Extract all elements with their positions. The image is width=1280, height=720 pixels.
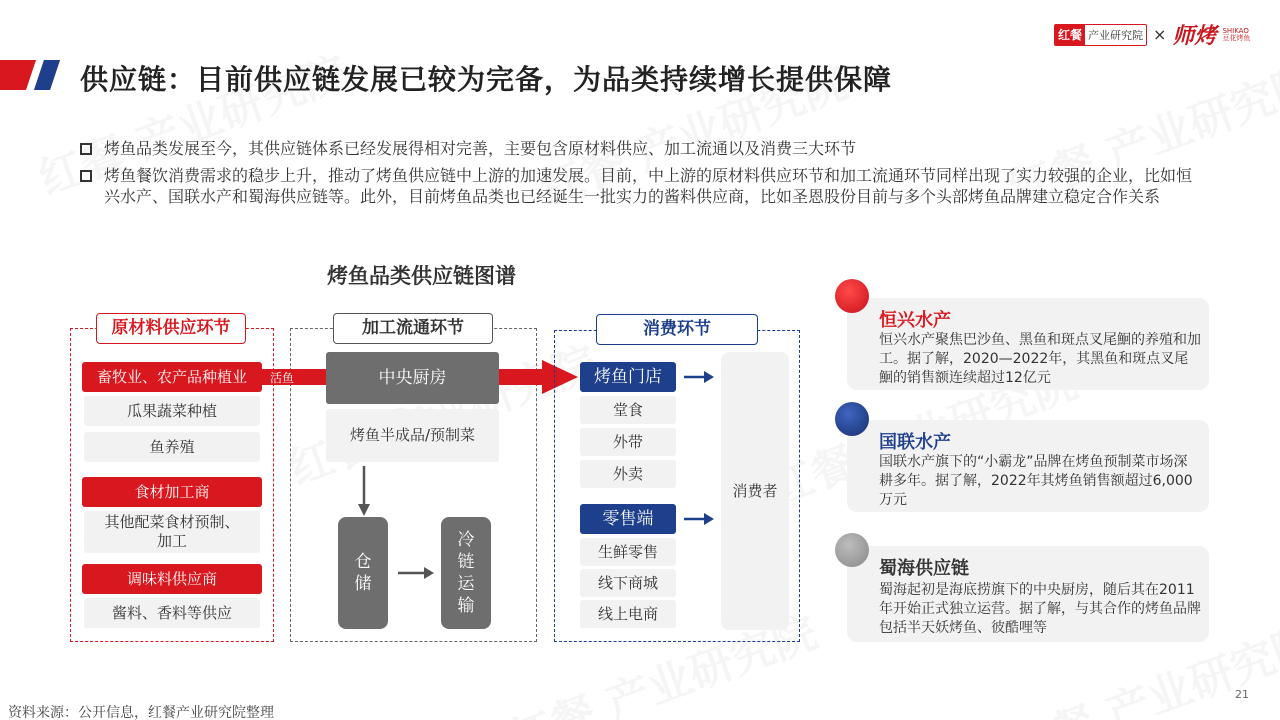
- red-dot-icon: [835, 279, 869, 313]
- shikao-en: SHIKAO: [1222, 26, 1249, 35]
- page-title: 供应链：目前供应链发展已较为完备，为品类持续增长提供保障: [80, 63, 893, 96]
- processor-desc-box: [84, 511, 260, 553]
- delivery-box: 外卖: [580, 460, 676, 488]
- square-bullet-icon: [80, 143, 92, 155]
- company-card-hengxing: [847, 298, 1209, 390]
- online-ecommerce-box: 线上电商: [580, 600, 676, 628]
- dine-in-box: 堂食: [580, 396, 676, 424]
- logo-area: [1054, 19, 1250, 50]
- semi-product-box: 烤鱼半成品/预制菜: [326, 409, 499, 462]
- company-desc: 蜀海起初是海底捞旗下的中央厨房，随后其在2011年开始正式独立运营。据了解，与其合作的烤鱼品牌包括半天妖烤鱼、彼酷哩等: [879, 582, 1201, 636]
- live-fish-label: 活鱼: [270, 371, 295, 385]
- shikao-logo-sub: [1222, 28, 1250, 42]
- company-desc: 恒兴水产聚焦巴沙鱼、黑鱼和斑点叉尾鮰的养殖和加工。据了解，2020—2022年，其黑鱼和斑点叉尾鮰的销售额连续超过12亿元: [879, 332, 1201, 386]
- veg-box: 瓜果蔬菜种植: [84, 396, 260, 426]
- takeout-box: 外带: [580, 428, 676, 456]
- cold-chain-box: [441, 517, 491, 629]
- cold-chain-char: 运: [457, 574, 475, 594]
- company-name: 蜀海供应链: [879, 558, 969, 579]
- processor-desc-line: 其他配菜食材预制、: [104, 513, 240, 531]
- retail-box: 零售端: [580, 504, 676, 534]
- processor-box: 食材加工商: [82, 477, 262, 507]
- fresh-retail-box: 生鲜零售: [580, 538, 676, 566]
- consumption-label: 消费环节: [596, 314, 758, 345]
- consumer-box: 消费者: [721, 352, 789, 630]
- cold-chain-char: 链: [457, 552, 475, 572]
- storage-char: 储: [354, 574, 372, 594]
- logo-hc: 红餐: [1055, 25, 1085, 45]
- source-note: 资料来源：公开信息，红餐产业研究院整理: [8, 705, 274, 720]
- bullet-text: 烤鱼品类发展至今，其供应链体系已经发展得相对完善，主要包含原材料供应、加工流通以及消费三大环节: [104, 139, 857, 158]
- company-name: 国联水产: [879, 432, 951, 453]
- central-kitchen-box: 中央厨房: [326, 352, 499, 404]
- processor-desc-line: 加工: [156, 532, 187, 550]
- company-name: 恒兴水产: [879, 310, 951, 331]
- bullet-text: 烤鱼餐饮消费需求的稳步上升，推动了烤鱼供应链中上游的加速发展。目前，中上游的原材料供应环节和加工流通环节同样出现了实力较强的企业，比如恒兴水产、国联水产和蜀海供应链等。此外，目前烤鱼品类也已经诞生一批实力的酱料供应商，比如圣恩股份目前与多个头部烤鱼品牌建立稳定合作关系: [104, 166, 1193, 206]
- processing-label: 加工流通环节: [333, 313, 493, 344]
- logo-inst: 产业研究院: [1088, 28, 1144, 42]
- hongcan-logo: [1054, 24, 1147, 46]
- cold-chain-char: 输: [457, 596, 475, 616]
- diagram-title: 烤鱼品类供应链图谱: [327, 264, 516, 288]
- shikao-cn: 豆花烤鱼: [1222, 33, 1251, 42]
- storage-char: 仓: [354, 552, 372, 572]
- storage-box: [338, 517, 388, 629]
- gray-dot-icon: [835, 533, 869, 567]
- page-number: 21: [1235, 688, 1249, 701]
- store-to-consumer-arrow: [684, 371, 714, 383]
- farming-box: 畜牧业、农产品种植业: [82, 362, 262, 392]
- company-card-shuhai: [847, 546, 1209, 642]
- logo-times: ×: [1153, 25, 1167, 44]
- raw-material-label: 原材料供应环节: [96, 313, 246, 344]
- blue-dot-icon: [835, 402, 869, 436]
- offline-mall-box: 线下商城: [580, 569, 676, 597]
- fish-farming-box: 鱼养殖: [84, 432, 260, 462]
- cold-chain-char: 冷: [457, 530, 475, 550]
- retail-to-consumer-arrow: [684, 513, 714, 525]
- down-arrow: [356, 466, 372, 516]
- company-card-guolian: [847, 420, 1209, 512]
- right-arrow: [398, 566, 434, 580]
- title-stripe: [0, 60, 60, 90]
- seasoning-box: 调味料供应商: [82, 564, 262, 594]
- company-desc: 国联水产旗下的“小霸龙”品牌在烤鱼预制菜市场深耕多年。据了解，2022年其烤鱼销售额超过6,000万元: [879, 454, 1193, 508]
- bullet-list: [80, 138, 1200, 213]
- shikao-logo: 师烤: [1172, 24, 1217, 49]
- square-bullet-icon: [80, 170, 92, 182]
- fish-store-box: 烤鱼门店: [580, 362, 676, 392]
- seasoning-desc-box: 酱料、香料等供应: [84, 598, 260, 628]
- bullet-item: [80, 138, 1200, 159]
- bullet-item: [80, 165, 1200, 207]
